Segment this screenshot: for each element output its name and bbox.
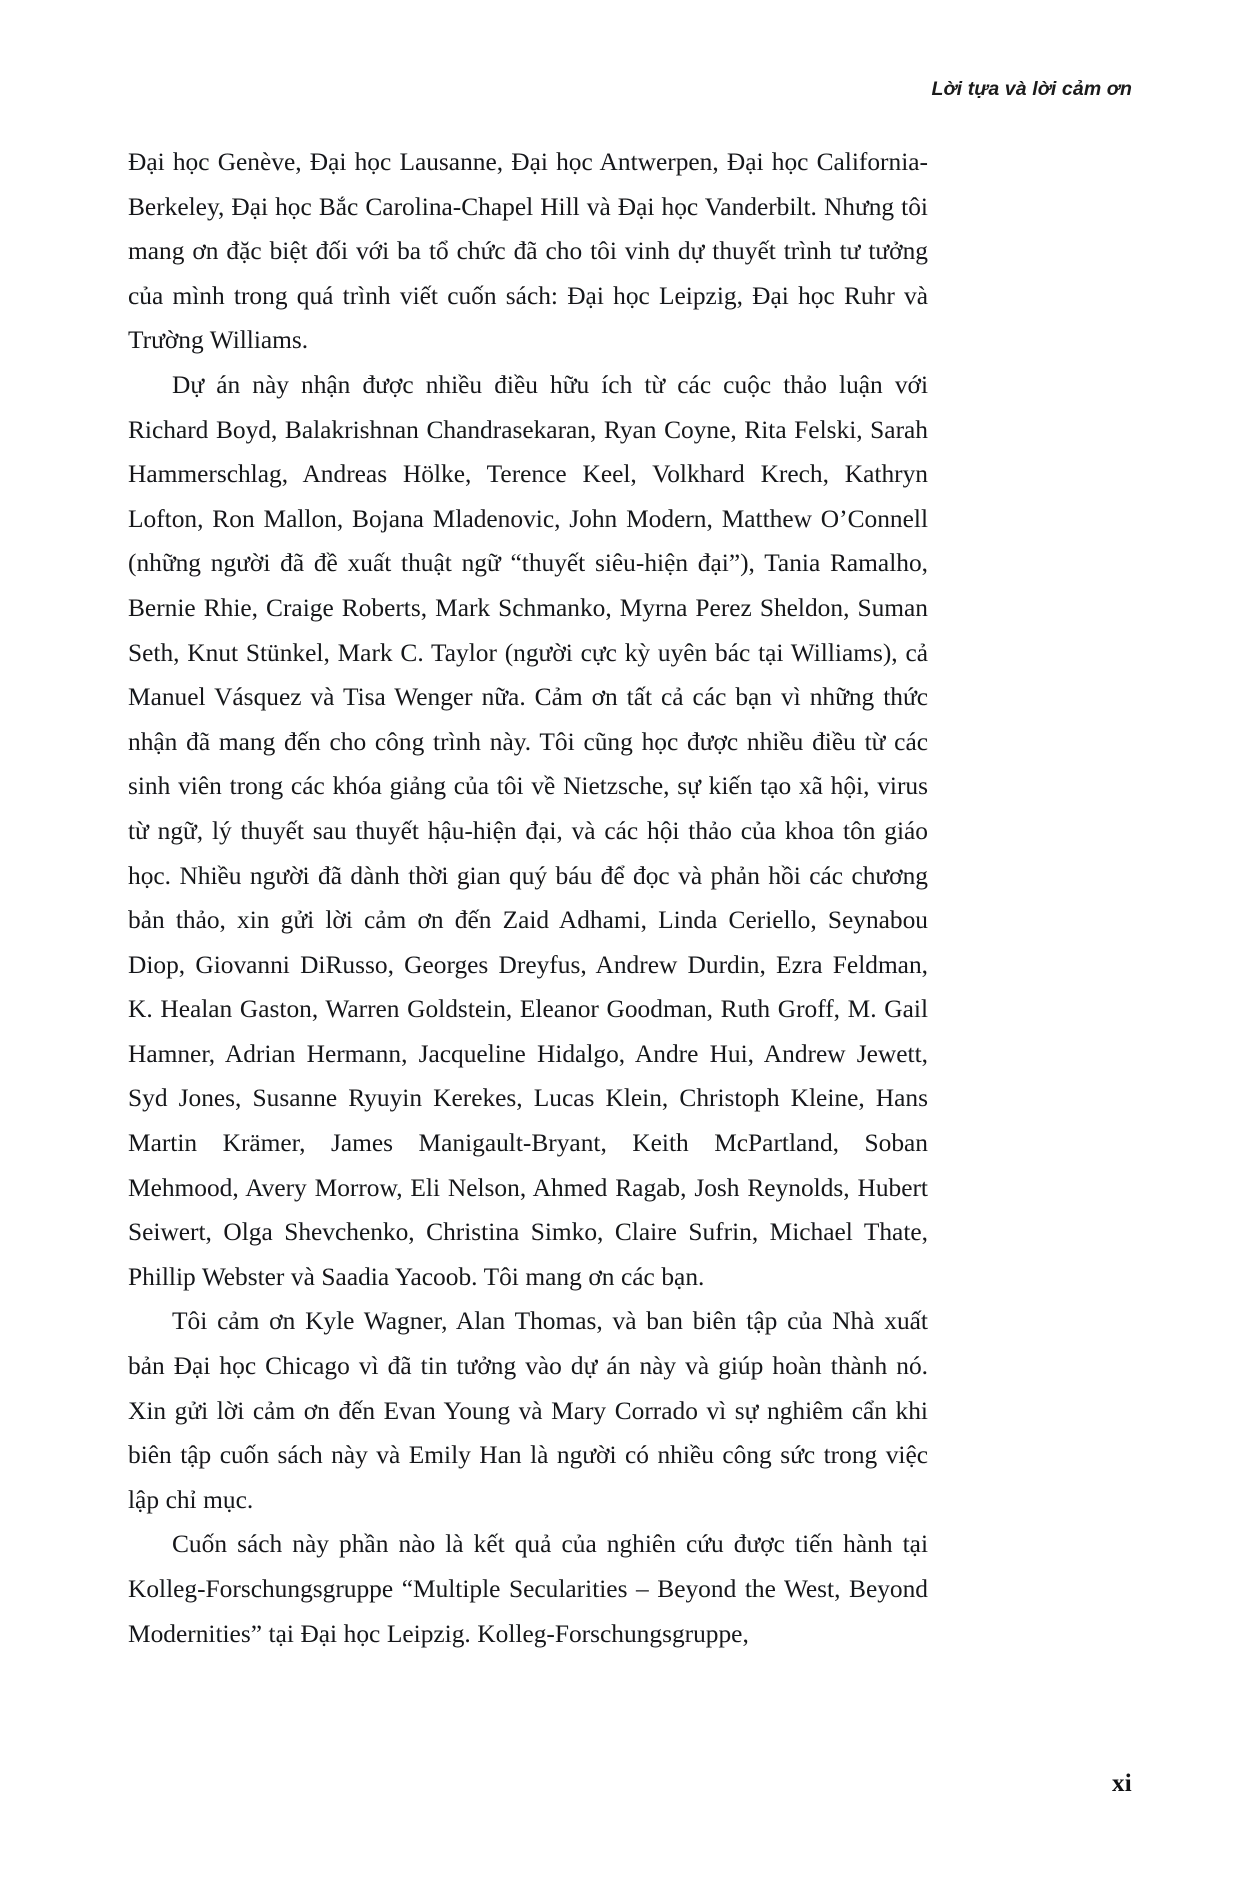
body-paragraph-publisher-thanks: Tôi cảm ơn Kyle Wagner, Alan Thomas, và ban biên tập của Nhà xuất bản Đại học Chicago vì đã tin tưởng vào dự án này và giúp hoàn thành nó. Xin gửi lời cảm ơn đến Evan Young và Mary Corrado vì sự nghiêm cẩn khi biên tập cuốn sách này và Emily Han là người có nhiều công sức trong việc lập chỉ mục.: [128, 1307, 928, 1514]
text-column: [128, 140, 928, 1656]
body-paragraph-universities: Đại học Genève, Đại học Lausanne, Đại học Antwerpen, Đại học California-Berkeley, Đại học Bắc Carolina-Chapel Hill và Đại học Vanderbilt. Nhưng tôi mang ơn đặc biệt đối với ba tổ chức đã cho tôi vinh dự thuyết trình tư tưởng của mình trong quá trình viết cuốn sách: Đại học Leipzig, Đại học Ruhr và Trường Williams.: [128, 148, 928, 355]
running-header: Lời tựa và lời cảm ơn: [931, 78, 1132, 100]
body-paragraph-research-group: Cuốn sách này phần nào là kết quả của nghiên cứu được tiến hành tại Kolleg-Forschungsgruppe “Multiple Secularities – Beyond the West, Beyond Modernities” tại Đại học Leipzig. Kolleg-Forschungsgruppe,: [128, 1530, 928, 1648]
body-paragraph-acknowledgements-colleagues: Dự án này nhận được nhiều điều hữu ích từ các cuộc thảo luận với Richard Boyd, Balakrishnan Chandrasekaran, Ryan Coyne, Rita Felski, Sarah Hammerschlag, Andreas Hölke, Terence Keel, Volkhard Krech, Kathryn Lofton, Ron Mallon, Bojana Mladenovic, John Modern, Matthew O’Connell (những người đã đề xuất thuật ngữ “thuyết siêu-hiện đại”), Tania Ramalho, Bernie Rhie, Craige Roberts, Mark Schmanko, Myrna Perez Sheldon, Suman Seth, Knut Stünkel, Mark C. Taylor (người cực kỳ uyên bác tại Williams), cả Manuel Vásquez và Tisa Wenger nữa. Cảm ơn tất cả các bạn vì những thức nhận đã mang đến cho công trình này. Tôi cũng học được nhiều điều từ các sinh viên trong các khóa giảng của tôi về Nietzsche, sự kiến tạo xã hội, virus từ ngữ, lý thuyết sau thuyết hậu-hiện đại, và các hội thảo của khoa tôn giáo học. Nhiều người đã dành thời gian quý báu để đọc và phản hồi các chương bản thảo, xin gửi lời cảm ơn đến Zaid Adhami, Linda Ceriello, Seynabou Diop, Giovanni DiRusso, Georges Dreyfus, Andrew Durdin, Ezra Feldman, K. Healan Gaston, Warren Goldstein, Eleanor Goodman, Ruth Groff, M. Gail Hamner, Adrian Hermann, Jacqueline Hidalgo, Andre Hui, Andrew Jewett, Syd Jones, Susanne Ryuyin Kerekes, Lucas Klein, Christoph Kleine, Hans Martin Krämer, James Manigault-Bryant, Keith McPartland, Soban Mehmood, Avery Morrow, Eli Nelson, Ahmed Ragab, Josh Reynolds, Hubert Seiwert, Olga Shevchenko, Christina Simko, Claire Sufrin, Michael Thate, Phillip Webster và Saadia Yacoob. Tôi mang ơn các bạn.: [128, 370, 928, 1291]
page-number: xi: [1111, 1770, 1132, 1797]
